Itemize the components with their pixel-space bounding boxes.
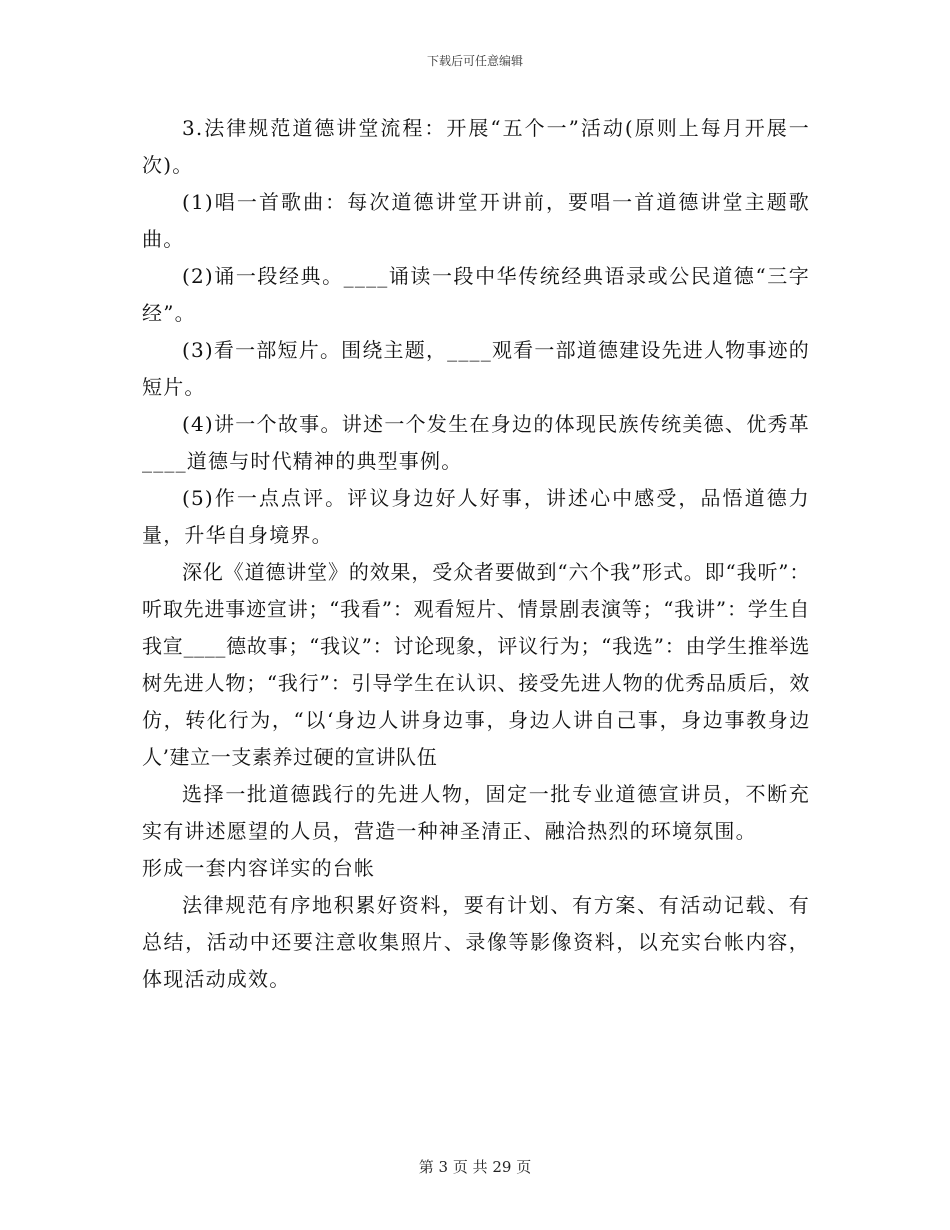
paragraph-ledger-detail: 法律规范有序地积累好资料，要有计划、有方案、有活动记载、有总结，活动中还要注意收集照片、录像等影像资料，以充实台帐内容，体现活动成效。 bbox=[142, 893, 810, 991]
paragraph-select-people: 选择一批道德践行的先进人物，固定一批专业道德宣讲员，不断充实有讲述愿望的人员，营造一种神圣清正、融洽热烈的环境氛围。 bbox=[142, 782, 810, 843]
paragraph-ledger-heading: 形成一套内容详实的台帐 bbox=[142, 856, 376, 880]
paragraph-step-4-story: (4)讲一个故事。讲述一个发生在身边的体现民族传统美德、优秀革____道德与时代精神的典型事例。 bbox=[142, 412, 810, 473]
paragraph-step-5-comment: (5)作一点点评。评议身边好人好事，讲述心中感受，品悟道德力量，升华自身境界。 bbox=[142, 486, 810, 547]
paragraph-six-me: 深化《道德讲堂》的效果，受众者要做到“六个我”形式。即“我听”：听取先进事迹宣讲；“我看”：观看短片、情景剧表演等；“我讲”：学生自我宣____德故事；“我议”：讨论现象，评议行为；“我选”：由学生推举选树先进人物；“我行”：引导学生在认识、接受先进人物的优秀品质后，效仿，转化行为，“以‘身边人讲身边事，身边人讲自己事，身边事教身边人’建立一支素养过硬的宣讲队伍 bbox=[142, 560, 810, 769]
page-number: 第 3 页 共 29 页 bbox=[418, 1158, 532, 1176]
paragraph-step-3-film: (3)看一部短片。围绕主题，____观看一部道德建设先进人物事迹的短片。 bbox=[142, 338, 810, 399]
paragraph-step-2-classic: (2)诵一段经典。____诵读一段中华传统经典语录或公民道德“三字经”。 bbox=[142, 264, 810, 325]
document-body bbox=[142, 110, 810, 998]
paragraph-step-1-song: (1)唱一首歌曲：每次道德讲堂开讲前，要唱一首道德讲堂主题歌曲。 bbox=[142, 190, 810, 251]
page-header: 下载后可任意编辑 bbox=[426, 54, 523, 68]
paragraph-process-intro: 3.法律规范道德讲堂流程：开展“五个一”活动(原则上每月开展一次)。 bbox=[142, 116, 810, 177]
